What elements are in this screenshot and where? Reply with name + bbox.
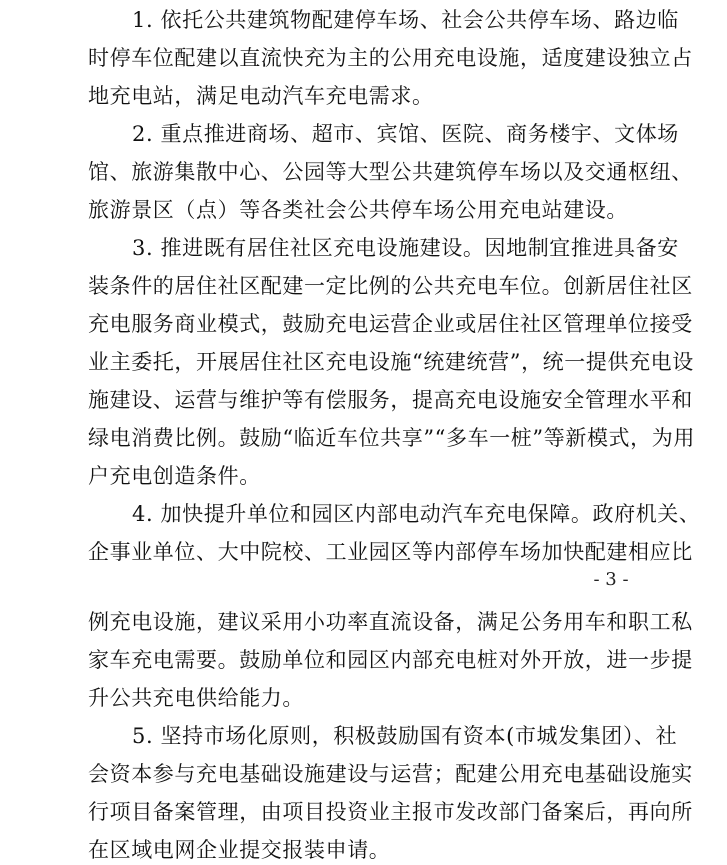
paragraph-2-line-3: 旅游景区（点）等各类社会公共停车场公用充电站建设。 (88, 198, 628, 222)
page-number: - 3 - (593, 569, 629, 590)
paragraph-1-line-2: 时停车位配建以直流快充为主的公用充电设施，适度建设独立占 (88, 46, 693, 70)
paragraph-5-line-2: 会资本参与充电基础设施建设与运营；配建公用充电基础设施实 (88, 762, 693, 786)
paragraph-3-line-2: 装条件的居住社区配建一定比例的公共充电车位。创新居住社区 (88, 274, 693, 298)
paragraph-3-line-4: 业主委托，开展居住社区充电设施“统建统营”，统一提供充电设 (88, 350, 694, 374)
paragraph-3-line-7: 户充电创造条件。 (88, 464, 261, 488)
paragraph-1-line-1: 1. 依托公共建筑物配建停车场、社会公共停车场、路边临 (132, 8, 679, 32)
paragraph-3-line-3: 充电服务商业模式，鼓励充电运营企业或居住社区管理单位接受 (88, 312, 693, 336)
paragraph-4-line-3: 例充电设施，建议采用小功率直流设备，满足公务用车和职工私 (88, 610, 693, 634)
paragraph-3-line-6: 绿电消费比例。鼓励“临近车位共享”“多车一桩”等新模式，为用 (88, 426, 695, 450)
paragraph-2-line-1: 2. 重点推进商场、超市、宾馆、医院、商务楼宇、文体场 (132, 122, 679, 146)
paragraph-5-line-1: 5. 坚持市场化原则，积极鼓励国有资本(市城发集团）、社 (132, 724, 678, 748)
paragraph-3-line-1: 3. 推进既有居住社区充电设施建设。因地制宜推进具备安 (132, 236, 679, 260)
paragraph-5-line-4: 在区域电网企业提交报装申请。 (88, 838, 391, 862)
paragraph-4-line-4: 家车充电需要。鼓励单位和园区内部充电桩对外开放，进一步提 (88, 648, 693, 672)
paragraph-4-line-5: 升公共充电供给能力。 (88, 686, 304, 710)
paragraph-3-line-5: 施建设、运营与维护等有偿服务，提高充电设施安全管理水平和 (88, 388, 693, 412)
paragraph-4-line-1: 4. 加快提升单位和园区内部电动汽车充电保障。政府机关、 (132, 502, 701, 526)
paragraph-1-line-3: 地充电站，满足电动汽车充电需求。 (88, 84, 434, 108)
paragraph-2-line-2: 馆、旅游集散中心、公园等大型公共建筑停车场以及交通枢纽、 (88, 160, 693, 184)
paragraph-4-line-2: 企事业单位、大中院校、工业园区等内部停车场加快配建相应比 (88, 540, 693, 564)
paragraph-5-line-3: 行项目备案管理，由项目投资业主报市发改部门备案后，再向所 (88, 800, 693, 824)
